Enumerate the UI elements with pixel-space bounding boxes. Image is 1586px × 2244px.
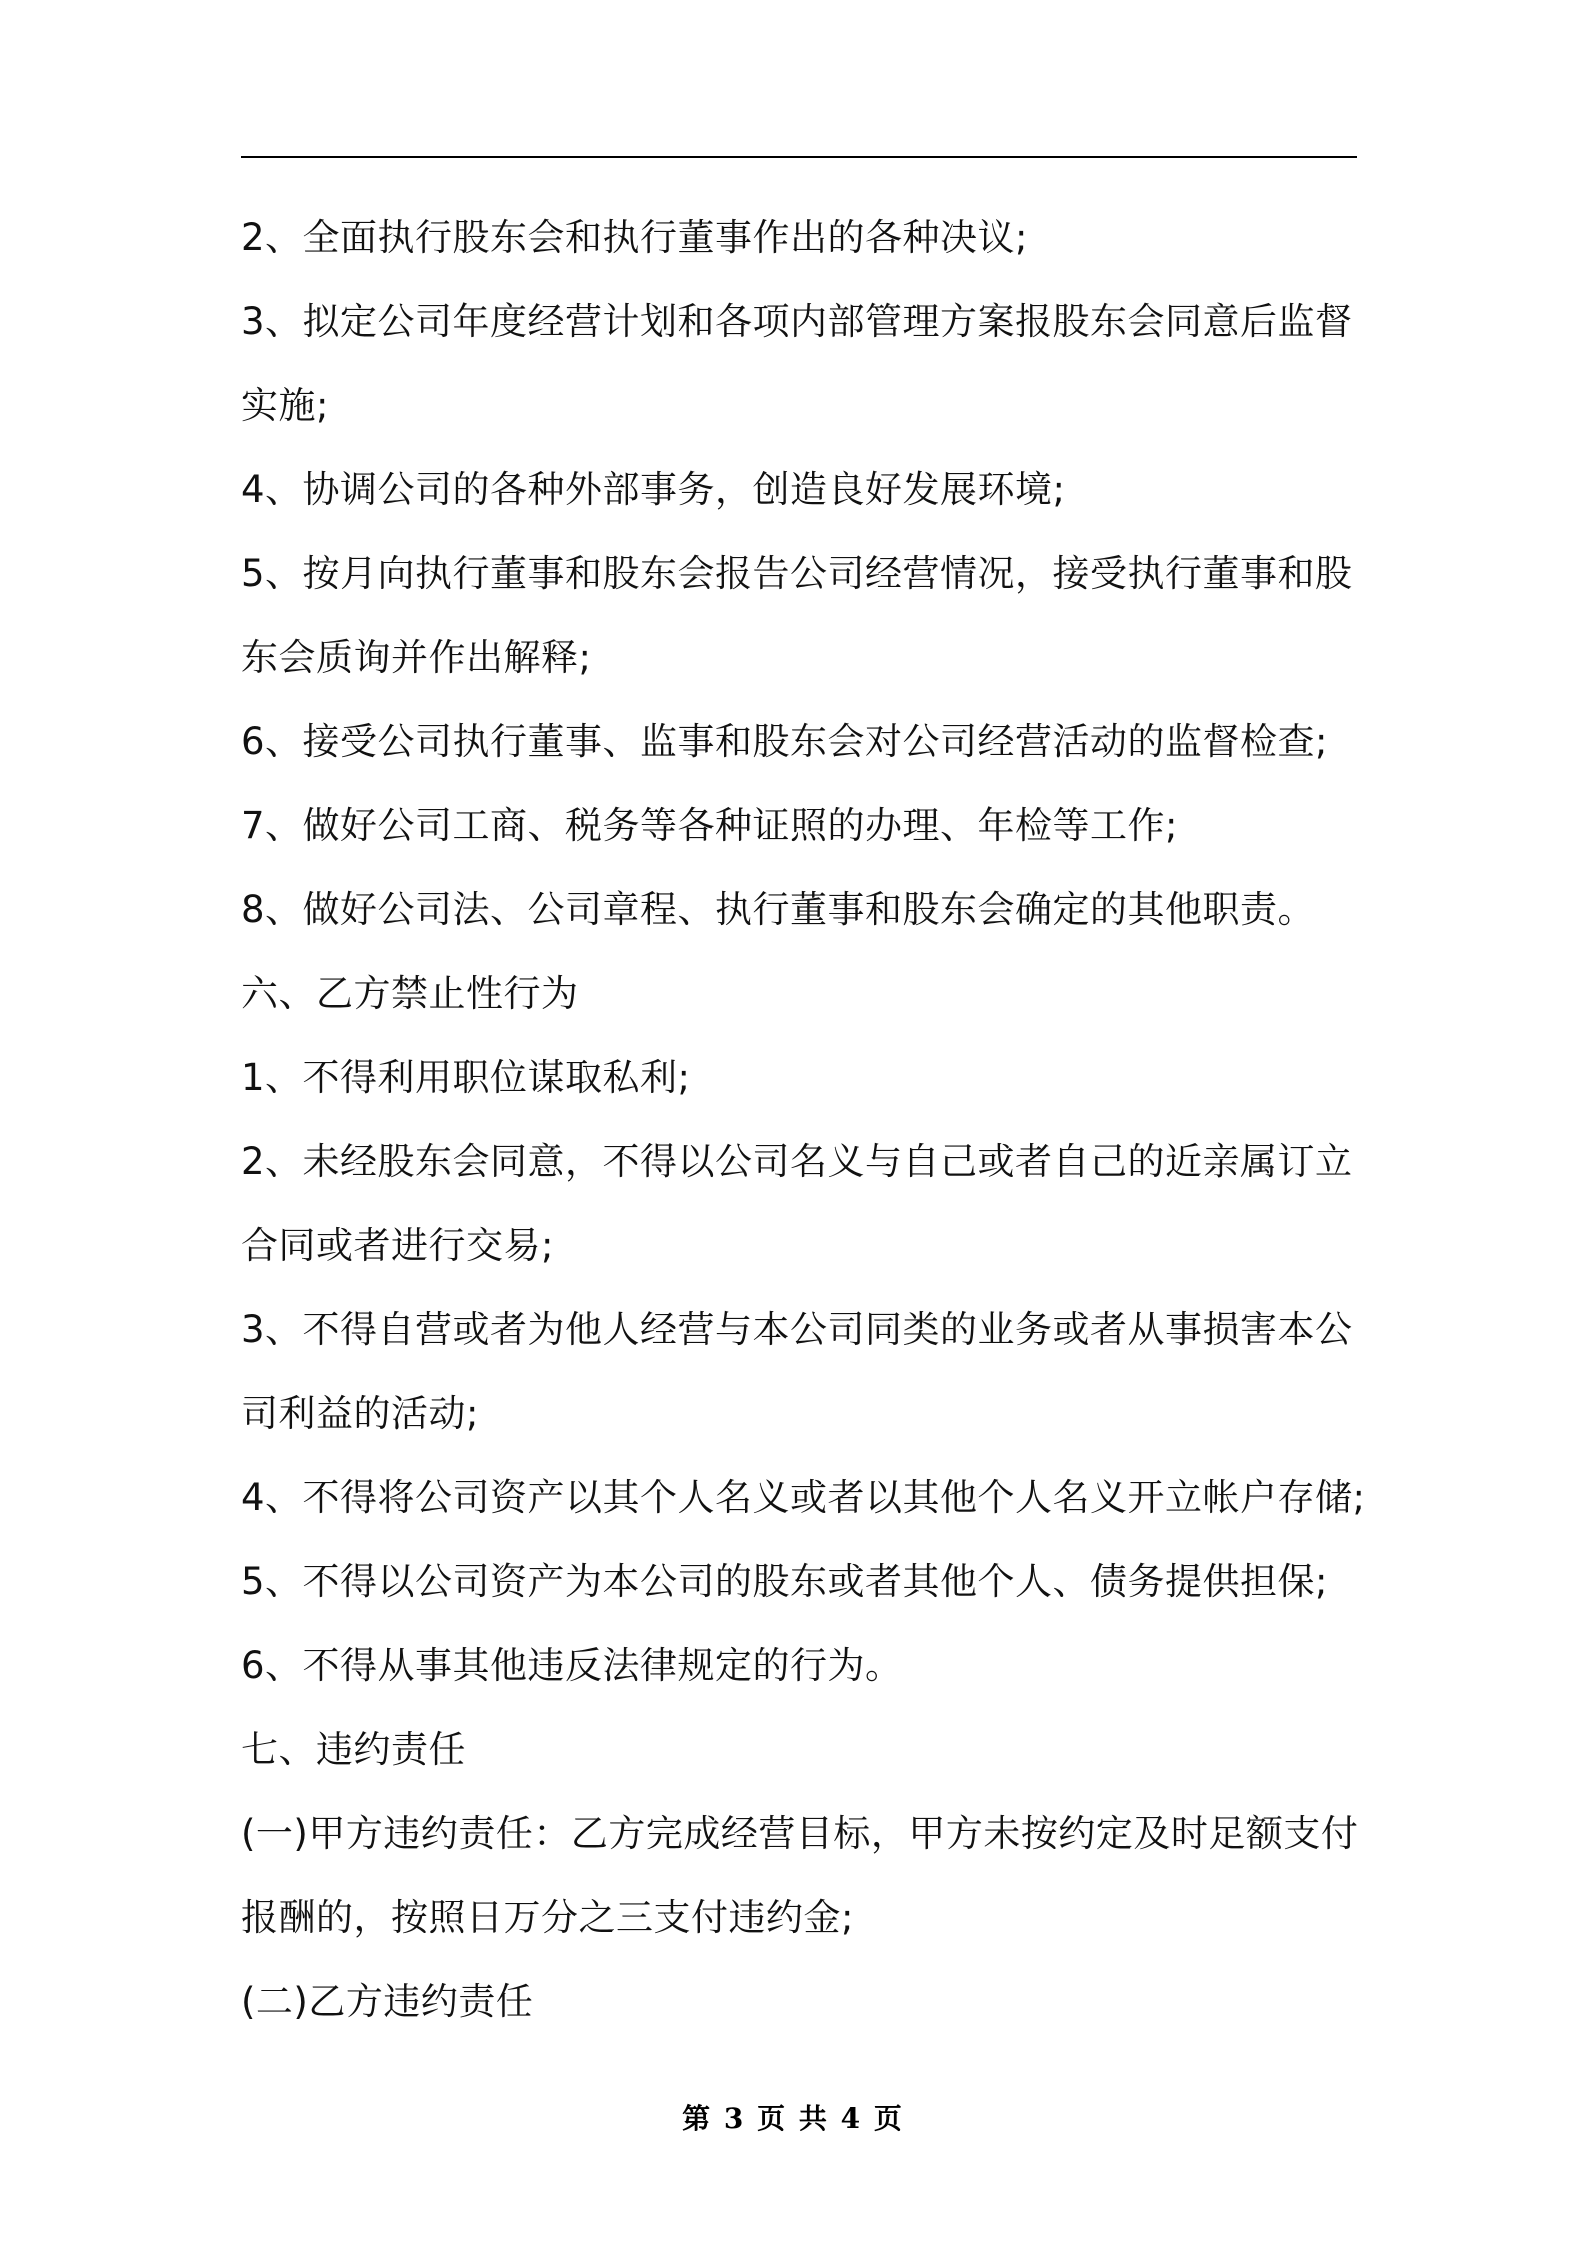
- text-line: 2、全面执行股东会和执行董事作出的各种决议;: [241, 216, 1029, 259]
- header-rule: [241, 156, 1357, 158]
- text-line: 3、拟定公司年度经营计划和各项内部管理方案报股东会同意后监督: [241, 300, 1353, 343]
- text-line: 3、不得自营或者为他人经营与本公司同类的业务或者从事损害本公: [241, 1308, 1353, 1351]
- text-line: 1、不得利用职位谋取私利;: [241, 1056, 691, 1099]
- text-line: 东会质询并作出解释;: [241, 636, 592, 679]
- text-line: 4、不得将公司资产以其个人名义或者以其他个人名义开立帐户存储;: [241, 1476, 1366, 1519]
- text-line: 2、未经股东会同意，不得以公司名义与自己或者自己的近亲属订立: [241, 1140, 1353, 1183]
- text-line: 6、接受公司执行董事、监事和股东会对公司经营活动的监督检查;: [241, 720, 1329, 763]
- text-line: 5、不得以公司资产为本公司的股东或者其他个人、债务提供担保;: [241, 1560, 1329, 1603]
- page-number-footer: 第 3 页 共 4 页: [682, 2102, 904, 2135]
- text-line: 合同或者进行交易;: [241, 1224, 554, 1267]
- text-line: 实施;: [241, 384, 329, 427]
- text-line: (二)乙方违约责任: [241, 1980, 534, 2023]
- document-body: [241, 196, 1366, 2044]
- text-line: 5、按月向执行董事和股东会报告公司经营情况，接受执行董事和股: [241, 552, 1353, 595]
- text-line: 7、做好公司工商、税务等各种证照的办理、年检等工作;: [241, 804, 1179, 847]
- text-line: 4、协调公司的各种外部事务，创造良好发展环境;: [241, 468, 1066, 511]
- text-line: 司利益的活动;: [241, 1392, 479, 1435]
- text-line: 6、不得从事其他违反法律规定的行为。: [241, 1644, 903, 1687]
- text-line: 8、做好公司法、公司章程、执行董事和股东会确定的其他职责。: [241, 888, 1316, 931]
- section-heading: 六、乙方禁止性行为: [241, 972, 579, 1015]
- text-line: 报酬的，按照日万分之三支付违约金;: [241, 1896, 854, 1939]
- text-line: (一)甲方违约责任：乙方完成经营目标，甲方未按约定及时足额支付: [241, 1812, 1359, 1855]
- section-heading: 七、违约责任: [241, 1728, 466, 1771]
